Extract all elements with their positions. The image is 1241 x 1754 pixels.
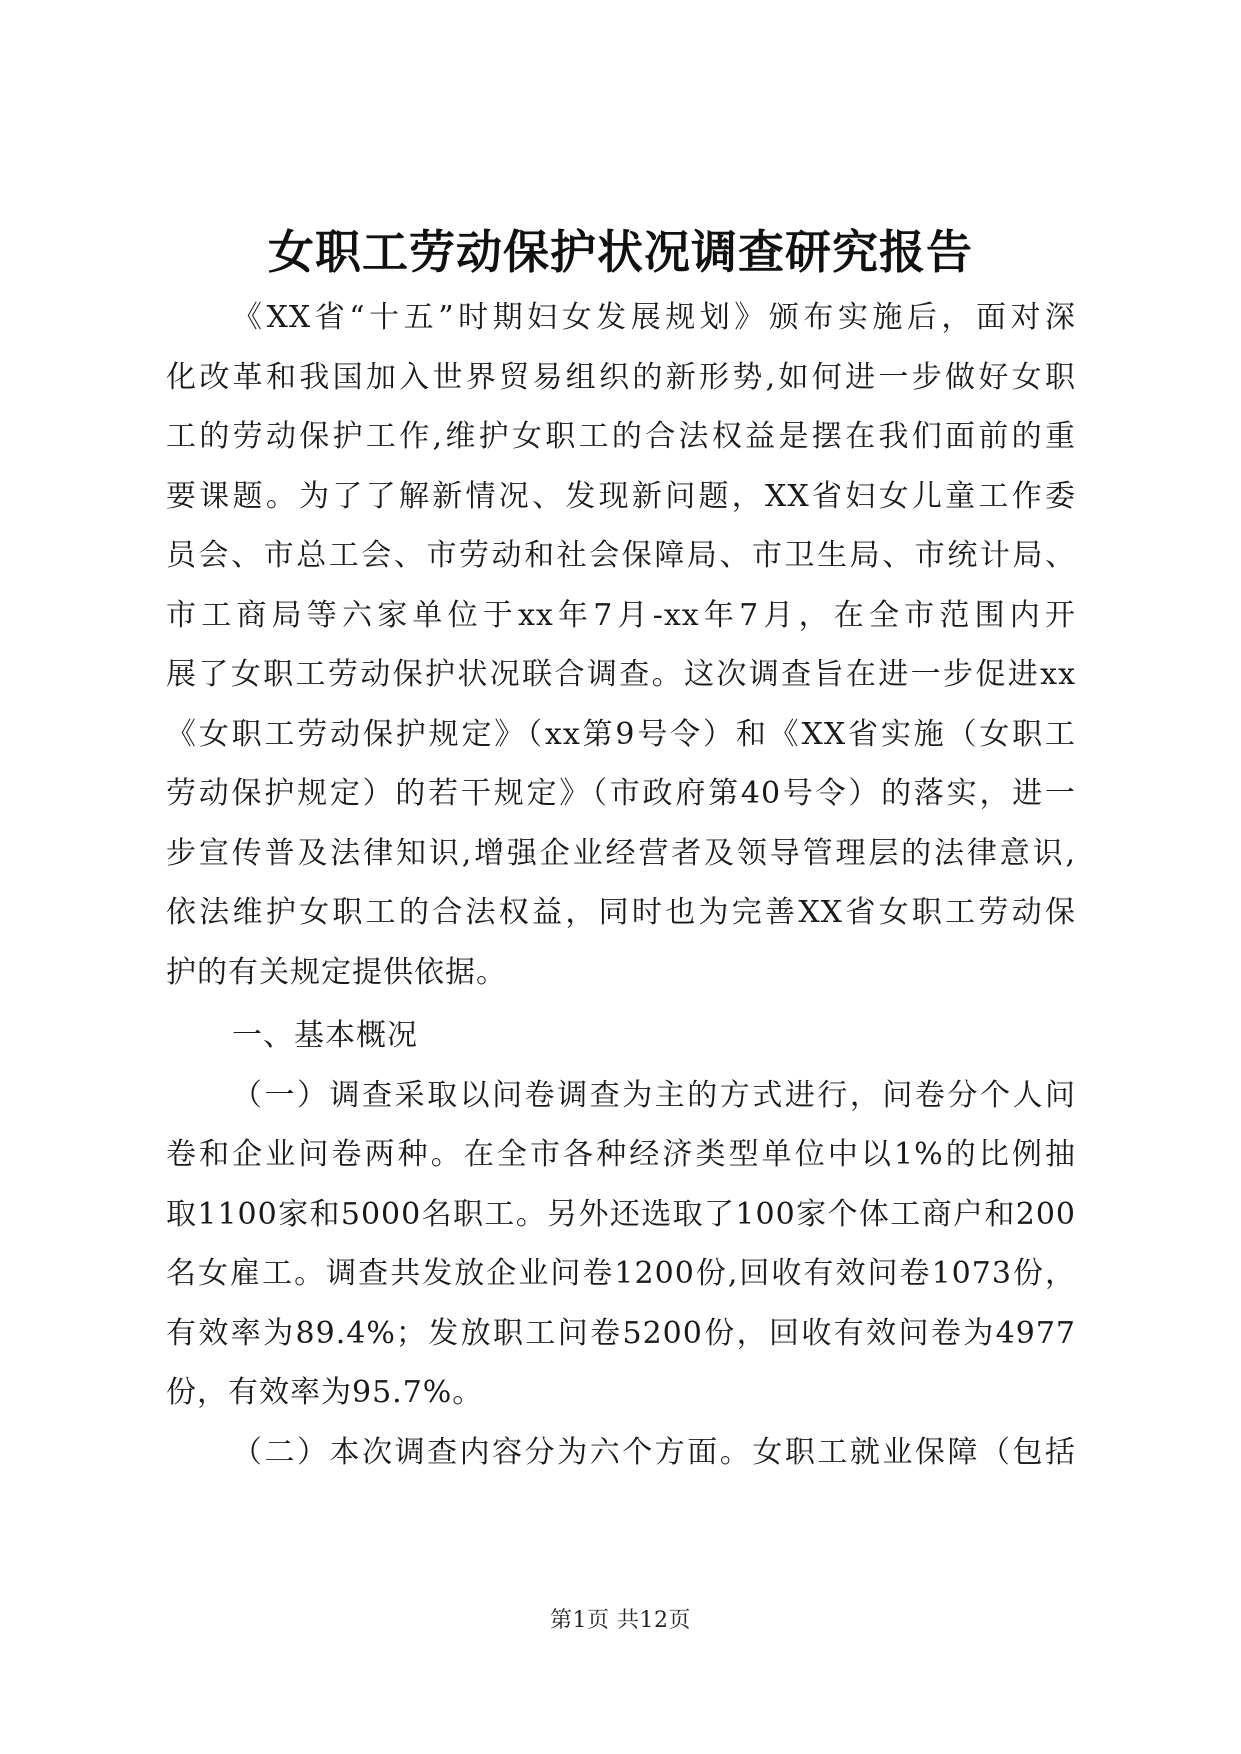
text-line: 《XX省“十五”时期妇女发展规划》颁布实施后，面对深 [232,300,1076,335]
section-heading-text: 一、基本概况 [232,1018,418,1053]
page-number: 第1页 共12页 [550,1608,691,1633]
text-line: 有效率为89.4%；发放职工问卷5200份，回收有效问卷为4977 [166,1315,1076,1351]
text-line: 步宣传普及法律知识,增强企业经营者及领导管理层的法律意识, [166,835,1076,871]
text-line: （一）调查采取以问卷调查为主的方式进行，问卷分个人问 [232,1077,1076,1113]
text-line: 《女职工劳动保护规定》（xx第9号令）和《XX省实施（女职工 [166,716,1076,752]
text-line: 依法维护女职工的合法权益，同时也为完善XX省女职工劳动保 [166,895,1076,930]
text-line: 护的有关规定提供依据。 [166,954,507,990]
section-heading [166,1006,1076,1066]
text-line: 卷和企业问卷两种。在全市各种经济类型单位中以1%的比例抽 [166,1137,1076,1172]
text-line: 工的劳动保护工作,维护女职工的合法权益是摆在我们面前的重 [166,419,1076,454]
text-line: 化改革和我国加入世界贸易组织的新形势,如何进一步做好女职 [166,359,1076,395]
document-body [166,288,1076,1482]
text-line: 劳动保护规定）的若干规定》（市政府第40号令）的落实，进一 [166,776,1076,811]
text-line: 展了女职工劳动保护状况联合调查。这次调查旨在进一步促进xx [166,657,1076,692]
subsection-paragraph-1 [166,1066,1076,1423]
text-line: 名女雇工。调查共发放企业问卷1200份,回收有效问卷1073份， [166,1256,1076,1291]
text-line: 取1100家和5000名职工。另外还选取了100家个体工商户和200 [166,1196,1076,1232]
text-line: 员会、市总工会、市劳动和社会保障局、市卫生局、市统计局、 [166,538,1076,573]
document-title: 女职工劳动保护状况调查研究报告 [268,225,973,279]
text-line: 份，有效率为95.7%。 [166,1375,484,1410]
text-line: （二）本次调查内容分为六个方面。女职工就业保障（包括 [232,1434,1076,1470]
text-line: 要课题。为了了解新情况、发现新问题，XX省妇女儿童工作委 [166,478,1076,514]
text-line: 市工商局等六家单位于xx年7月-xx年7月，在全市范围内开 [166,597,1076,633]
subsection-paragraph-2 [166,1423,1076,1483]
intro-paragraph [166,288,1076,1002]
